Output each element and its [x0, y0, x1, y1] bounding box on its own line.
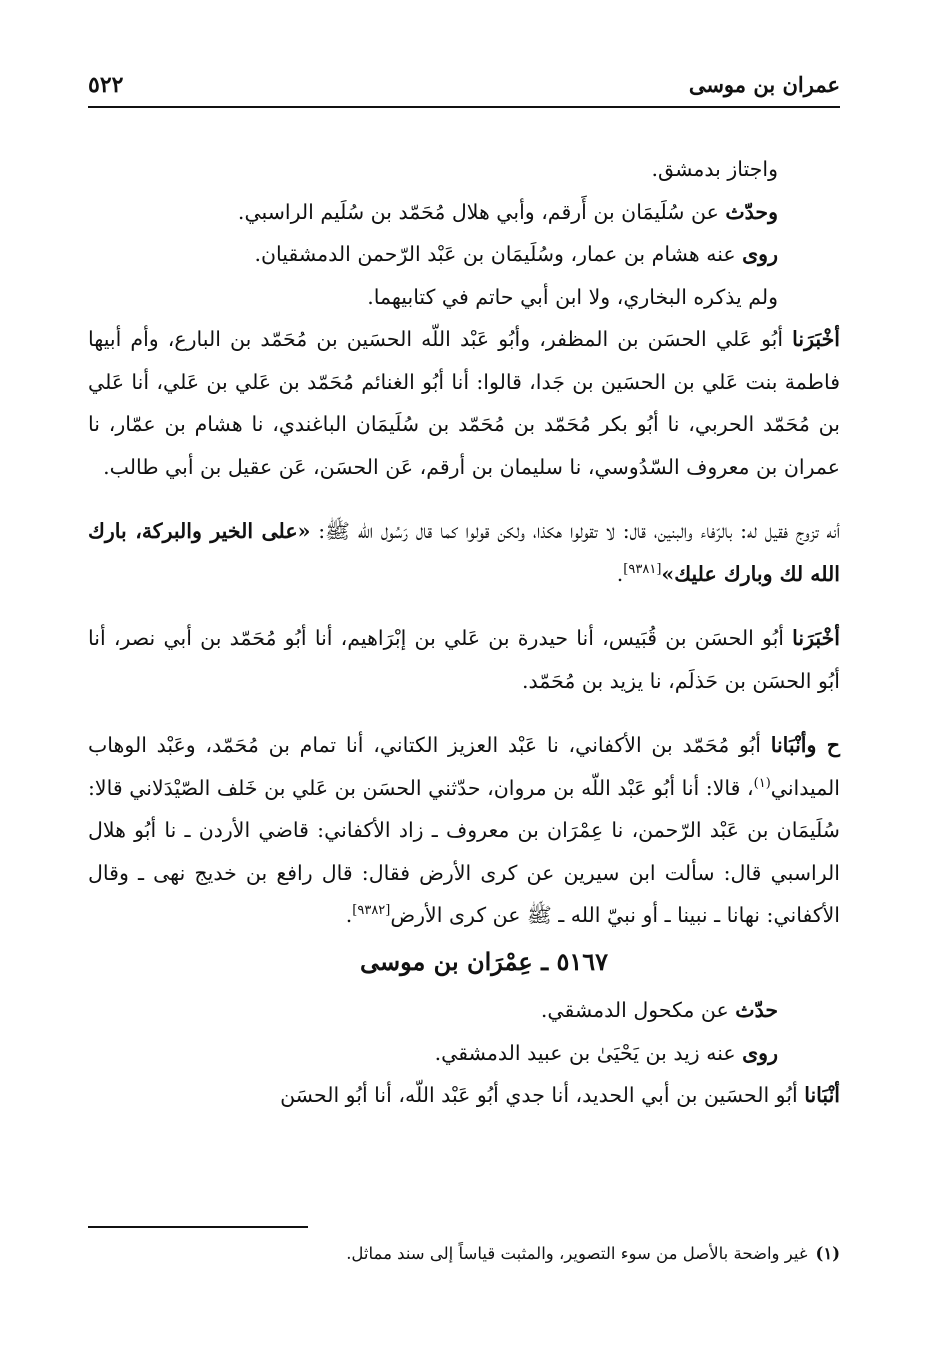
entry-heading: ٥١٦٧ ـ عِمْرَان بن موسى: [359, 946, 609, 976]
paragraph-isnad-1: أخْبَرَنا أبُو عَلي الحسَن بن المظفر، وأبُو عَبْد اللّه الحسَين بن مُحَمّد بن البارع، وأم أبيها فاطمة بنت عَلي بن الحسَين بن جَدا، قالوا: أنا أبُو الغنائم مُحَمّد بن عَلي بن عَلي، أنا عَلي بن مُحَمّد الحربي، نا أبُو بكر مُحَمّد بن مُحَمّد بن سُلَيمَان الباغندي، نا هشام بن عمّار، نا عمران بن معروف السّدُوسي، نا سليمان بن أرقم، عَن الحسَن، عَن عقيل بن أبي طالب.: [88, 327, 840, 479]
keyword: روى: [742, 242, 778, 266]
paragraph-narrators: روى عنه هشام بن عمار، وسُلَيمَان بن عَبْد الرّحمن الدمشقيان.: [254, 242, 778, 266]
page-header: [88, 66, 840, 108]
paragraph-isnad-2: أخْبَرَنا أبُو الحسَن بن قُبَيس، أنا حيدرة بن عَلي بن إبْرَاهيم، أنا أبُو مُحَمّد بن أبي نصر، أنا أبُو الحسَن بن حَذلَم، نا يزيد بن مُحَمّد.: [88, 626, 840, 693]
footnote: [88, 1242, 840, 1266]
paragraph-narrated-from: وحدّث عن سُلَيمَان بن أَرقم، وأبي هلال مُحَمّد بن سُلَيم الراسبي.: [237, 199, 778, 224]
paragraph-isnad-3: ح وأنْبَانا أبُو مُحَمّد بن الأكفاني، نا عَبْد العزيز الكتاني، أنا تمام بن مُحَمّد، وعَبْد الوهاب الميداني$^{(١)}$، قالا: أنا أبُو عَبْد اللّه بن مروان، حدّثني الحسَن بن عَلي بن خَلف الصّيْدَلاني قالا: سُلَيمَان بن عَبْد الرّحمن، نا عِمْرَان بن معروف ـ زاد الأكفاني: قاضي الأردن ـ نا أبُو هلال الراسبي قال: سألت ابن سيرين عن كرى الأرض فقال: قال رافع بن خديج نهى ـ وقال الأكفاني: نهانا ـ نبينا ـ أو نبيّ الله ـ ﷺ عن كرى الأرض[٩٣٨٢].: [88, 733, 840, 927]
running-title: عمران بن موسى: [688, 72, 840, 97]
footnote-divider: [88, 1226, 308, 1228]
entry-number: ٥١٦٧: [556, 946, 609, 976]
main-text: [88, 148, 840, 1117]
keyword: أخْبَرَنا: [792, 626, 840, 650]
paragraph-entry-isnad: أنْبَانا أبُو الحسَين بن أبي الحديد، أنا جدي أبُو عَبْد اللّه، أنا أبُو الحسَن: [280, 1083, 840, 1107]
entry-name: عِمْرَان بن موسى: [359, 946, 533, 976]
page-number: ٥٢٢: [88, 72, 124, 98]
paragraph-not-mentioned: ولم يذكره البخاري، ولا ابن أبي حاتم في كتابيهما.: [367, 284, 778, 309]
keyword: روى: [742, 1040, 778, 1065]
paragraph-travel: واجتاز بدمشق.: [651, 157, 778, 181]
keyword: أخْبَرَنا: [792, 327, 840, 351]
keyword: حدّث: [735, 998, 778, 1022]
hadith-ref: [٩٣٨١]: [623, 561, 662, 577]
paragraph-entry-narrators: روى عنه زيد بن يَحْيَىٰ بن عبيد الدمشقي.: [434, 1040, 778, 1065]
keyword: أنْبَانا: [804, 1083, 840, 1107]
book-page: [88, 66, 840, 1316]
keyword: ح وأنْبَانا: [770, 733, 840, 757]
keyword: وحدّث: [725, 199, 778, 224]
hadith-text: «على الخير والبركة، بارك الله لك وبارك عليك»: [88, 519, 840, 586]
footnote-marker: (١): [753, 775, 771, 791]
paragraph-entry-narrated-from: حدّث عن مكحول الدمشقي.: [540, 998, 778, 1022]
hadith-ref: [٩٣٨٢]: [352, 903, 391, 919]
footnote-text: غير واضحة بالأصل من سوء التصوير، والمثبت قياساً إلى سند مماثل.: [346, 1244, 808, 1263]
paragraph-hadith-matn: أنه تزوج فقيل له: بالرّفاء والبنين، قال: لا تقولوا هكذا، ولكن قولوا كما قال رَسُول الله ﷺ: «على الخير والبركة، بارك الله لك وبارك عليك»[٩٣٨١].: [88, 519, 840, 586]
footnote-number: (١): [815, 1244, 840, 1263]
